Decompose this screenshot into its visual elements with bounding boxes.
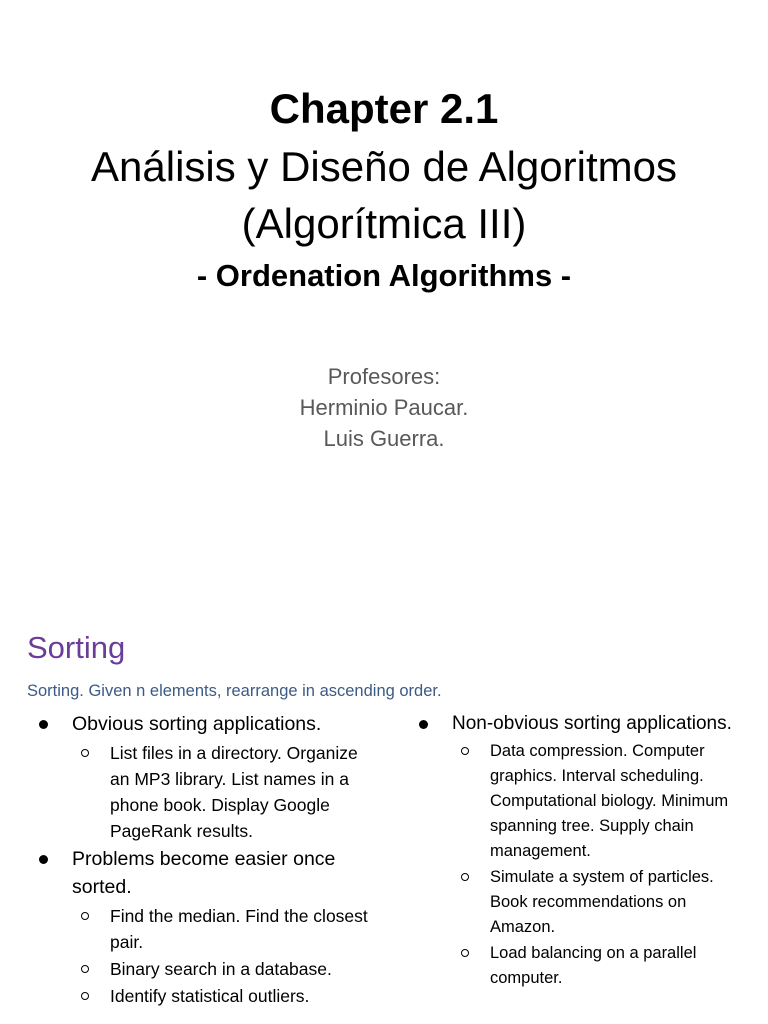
- sub-bullet-text: List files in a directory. Organize an MP3 library. List names in a phone book. Display Google PageRank results.: [110, 743, 358, 841]
- course-subtitle: (Algorítmica III): [241, 200, 527, 247]
- sub-bullet-text: Data compression. Computer graphics. Interval scheduling. Computational biology. Minimum spanning tree. Supply chain management.: [490, 742, 729, 860]
- sub-bullet-text: Load balancing on a parallel computer.: [490, 944, 697, 987]
- sub-bullet-text: Find the median. Find the closest pair.: [110, 906, 368, 952]
- sub-bullet-circle-icon: [461, 873, 469, 881]
- sub-bullet-item: [38, 903, 368, 955]
- sub-bullet-item: [418, 865, 748, 940]
- sub-bullet-circle-icon: [81, 965, 89, 973]
- professor-name: Herminio Paucar.: [299, 395, 469, 420]
- slide-subtitle: Sorting. Given n elements, rearrange in ascending order.: [27, 682, 442, 700]
- sub-bullet-circle-icon: [81, 912, 89, 920]
- sub-bullet-text: Binary search in a database.: [110, 959, 332, 979]
- bullet-text: Obvious sorting applications.: [72, 713, 322, 735]
- right-column: [418, 710, 748, 992]
- bullet-text: Non-obvious sorting applications.: [452, 713, 732, 734]
- sub-bullet-item: [418, 941, 748, 991]
- left-column: [38, 710, 368, 1010]
- professors-block: [0, 361, 768, 454]
- bullet-dot-icon: [419, 720, 428, 729]
- bullet-text: Problems become easier once sorted.: [72, 848, 336, 898]
- chapter-title: Chapter 2.1: [269, 85, 499, 132]
- professors-heading: Profesores:: [327, 364, 441, 389]
- sub-bullet-item: [38, 956, 368, 982]
- sub-bullet-item: [418, 739, 748, 864]
- sorting-slide: [0, 590, 768, 1024]
- sub-bullet-text: Simulate a system of particles. Book recommendations on Amazon.: [490, 868, 714, 936]
- course-title: Análisis y Diseño de Algoritmos: [91, 143, 677, 190]
- bullet-item: [38, 845, 368, 901]
- sub-bullet-text: Identify statistical outliers.: [110, 986, 310, 1006]
- sub-bullet-circle-icon: [81, 992, 89, 1000]
- sub-bullet-circle-icon: [81, 749, 89, 757]
- bullet-item: [418, 710, 748, 737]
- professor-name: Luis Guerra.: [323, 426, 445, 451]
- bullet-item: [38, 710, 368, 738]
- sub-bullet-item: [38, 983, 368, 1009]
- bullet-dot-icon: [39, 720, 48, 729]
- bullet-dot-icon: [39, 855, 48, 864]
- slide-title: Sorting: [27, 630, 126, 665]
- sub-bullet-item: [38, 740, 368, 844]
- sub-bullet-circle-icon: [461, 949, 469, 957]
- sub-bullet-circle-icon: [461, 747, 469, 755]
- topic-title: - Ordenation Algorithms -: [196, 258, 572, 293]
